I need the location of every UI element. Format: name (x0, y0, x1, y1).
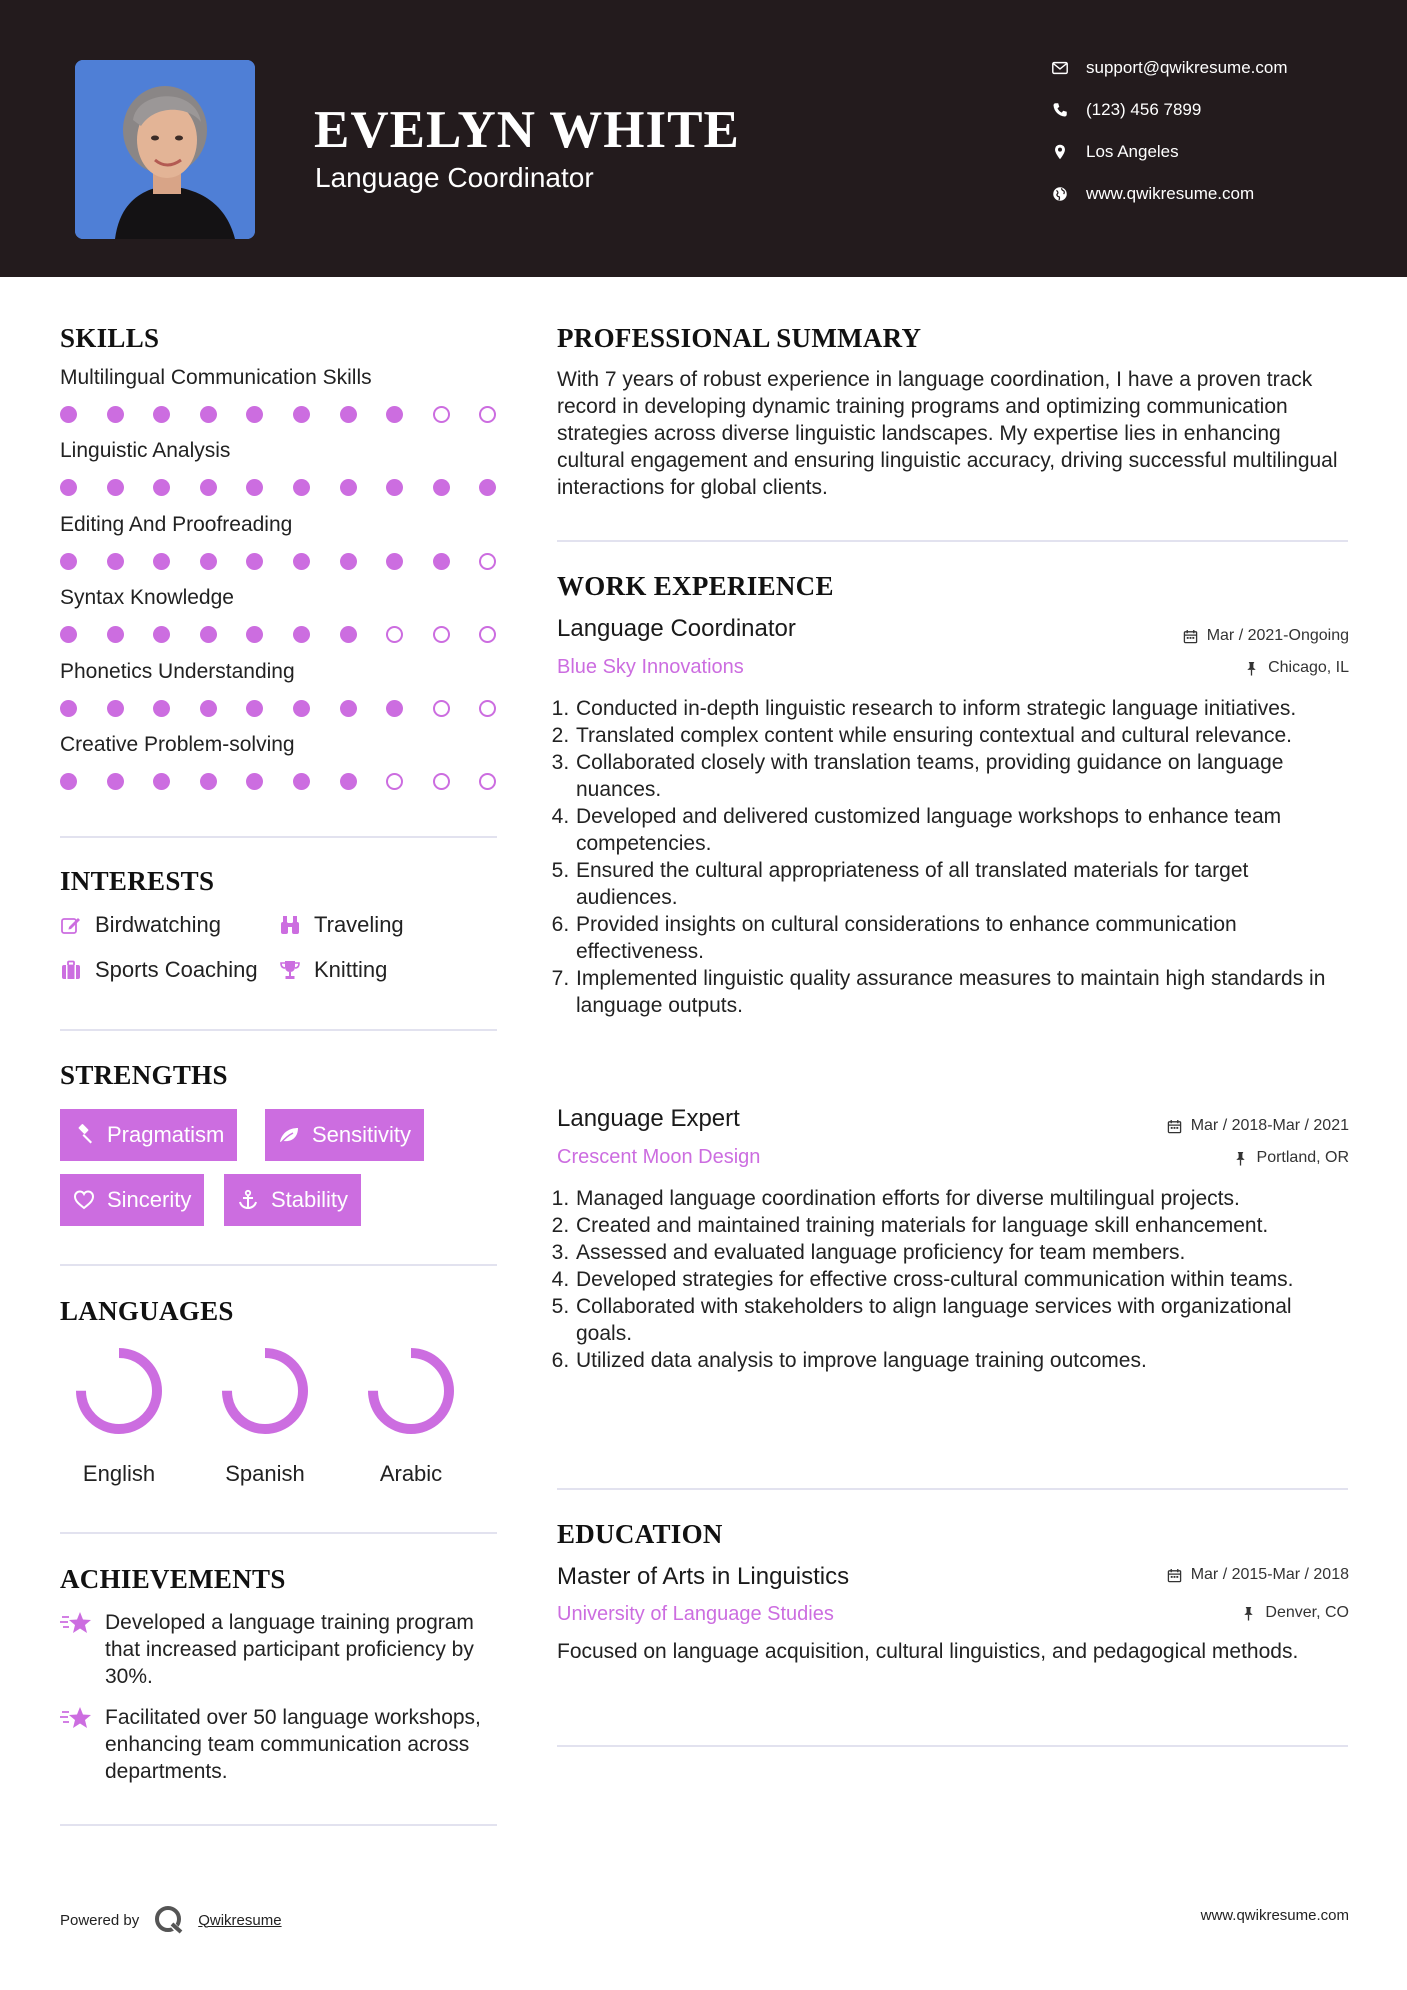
skill-rating (60, 553, 526, 570)
education-location-text: Denver, CO (1265, 1604, 1349, 1621)
language-label: Arabic (379, 1461, 443, 1486)
section-divider (60, 1824, 497, 1826)
duty-item: 5. Ensured the cultural appropriateness of all translated materials for target audiences. (575, 857, 1351, 911)
rating-dot-filled (153, 626, 170, 643)
job-duties (551, 695, 1351, 1019)
interests-heading: INTERESTS (60, 866, 215, 896)
rating-dot-filled (340, 406, 357, 423)
education-description: Focused on language acquisition, cultural linguistics, and pedagogical methods. (557, 1640, 1299, 1663)
rating-dot-filled (386, 700, 403, 717)
job-location-text: Portland, OR (1256, 1149, 1349, 1166)
rating-dot-empty (433, 406, 450, 423)
rating-dot-empty (386, 773, 403, 790)
rating-dot-filled (340, 626, 357, 643)
rating-dot-empty (479, 773, 496, 790)
contact-email-text: support@qwikresume.com (1086, 58, 1288, 77)
job-dates (1167, 1117, 1349, 1135)
rating-dot-filled (293, 553, 310, 570)
rating-dot-filled (386, 479, 403, 496)
duty-item: 6. Utilized data analysis to improve language training outcomes. (575, 1347, 1351, 1374)
gavel-icon (73, 1124, 95, 1146)
skill-rating (60, 406, 526, 423)
interest-item (60, 912, 221, 938)
strength-label: Sincerity (107, 1187, 192, 1212)
job-title: Language Coordinator (557, 615, 796, 642)
duty-item: 4. Developed and delivered customized language workshops to enhance team competencies. (575, 803, 1351, 857)
job-location-text: Chicago, IL (1268, 659, 1349, 676)
strength-label: Pragmatism (107, 1122, 225, 1147)
skill-rating (60, 479, 526, 496)
section-divider (60, 1029, 497, 1031)
summary-text: With 7 years of robust experience in language coordination, I have a proven track record in developing dynamic training programs and optimizing communication strategies across diverse linguistic landscapes. My expertise lies in enhancing cultural engagement and ensuring linguistic accuracy, driving successful multilingual interactions for global clients. (557, 368, 1338, 499)
section-divider (557, 540, 1348, 542)
contact-location (1050, 142, 1179, 162)
star-icon (60, 1611, 92, 1635)
interest-item (279, 957, 387, 983)
rating-dot-filled (293, 773, 310, 790)
job-dates (1183, 627, 1349, 645)
rating-dot-filled (246, 700, 263, 717)
achievement-item (60, 1704, 500, 1785)
rating-dot-empty (386, 626, 403, 643)
strength-tag (60, 1174, 204, 1226)
achievement-text: Facilitated over 50 language workshops, enhancing team communication across departments. (105, 1706, 481, 1783)
star-icon (60, 1706, 92, 1730)
rating-dot-filled (246, 773, 263, 790)
rating-dot-filled (107, 479, 124, 496)
globe-icon (1050, 184, 1070, 204)
rating-dot-filled (200, 479, 217, 496)
interest-label: Birdwatching (95, 912, 221, 937)
anchor-icon (237, 1189, 259, 1211)
rating-dot-filled (200, 406, 217, 423)
language-item (190, 1345, 340, 1487)
rating-dot-filled (153, 406, 170, 423)
duty-item: 1. Managed language coordination efforts for diverse multilingual projects. (575, 1185, 1351, 1212)
heart-icon (73, 1189, 95, 1211)
portrait-image (75, 60, 255, 239)
achievements-heading: ACHIEVEMENTS (60, 1564, 286, 1594)
rating-dot-empty (433, 773, 450, 790)
rating-dot-filled (246, 626, 263, 643)
rating-dot-filled (479, 479, 496, 496)
duty-item: 7. Implemented linguistic quality assurance measures to maintain high standards in language outputs. (575, 965, 1351, 1019)
strength-label: Stability (271, 1187, 349, 1212)
skills-heading: SKILLS (60, 323, 160, 353)
rating-dot-filled (107, 553, 124, 570)
contact-email[interactable] (1050, 58, 1288, 78)
skill-name: Syntax Knowledge (60, 586, 234, 610)
language-item (44, 1345, 194, 1487)
languages-heading: LANGUAGES (60, 1296, 234, 1326)
map-pin-icon (1050, 142, 1070, 162)
achievement-text: Developed a language training program that increased participant proficiency by 30%. (105, 1611, 474, 1688)
education-location (1241, 1604, 1349, 1622)
binoculars-icon (279, 914, 301, 936)
achievement-item (60, 1609, 500, 1690)
rating-dot-filled (340, 700, 357, 717)
language-item (336, 1345, 486, 1487)
rating-dot-filled (107, 406, 124, 423)
qwikresume-link[interactable]: Qwikresume (198, 1911, 282, 1929)
rating-dot-filled (340, 553, 357, 570)
interest-label: Traveling (314, 912, 404, 937)
section-divider (60, 1264, 497, 1266)
candidate-title: Language Coordinator (315, 162, 594, 193)
language-progress-ring (73, 1345, 165, 1437)
company-name: Crescent Moon Design (557, 1146, 761, 1168)
trophy-icon (279, 959, 301, 981)
rating-dot-filled (340, 773, 357, 790)
rating-dot-filled (293, 700, 310, 717)
skill-rating (60, 626, 526, 643)
section-divider (557, 1488, 1348, 1490)
strengths-heading: STRENGTHS (60, 1060, 228, 1090)
interest-label: Sports Coaching (95, 957, 258, 982)
contact-phone[interactable] (1050, 100, 1201, 120)
rating-dot-empty (433, 700, 450, 717)
job-dates-text: Mar / 2018-Mar / 2021 (1190, 1117, 1349, 1134)
rating-dot-filled (60, 626, 77, 643)
rating-dot-filled (200, 626, 217, 643)
calendar-icon (1167, 1119, 1182, 1134)
rating-dot-filled (107, 773, 124, 790)
rating-dot-filled (200, 773, 217, 790)
interest-item (279, 912, 404, 938)
skill-name: Editing And Proofreading (60, 512, 293, 536)
rating-dot-filled (386, 553, 403, 570)
calendar-icon (1183, 629, 1198, 644)
rating-dot-filled (246, 406, 263, 423)
strength-tag (60, 1109, 237, 1161)
rating-dot-filled (200, 553, 217, 570)
rating-dot-filled (60, 406, 77, 423)
skill-name: Phonetics Understanding (60, 659, 295, 683)
skill-rating (60, 773, 526, 790)
job-location (1244, 659, 1349, 677)
duty-item: 4. Developed strategies for effective cross-cultural communication within teams. (575, 1266, 1351, 1293)
rating-dot-empty (479, 700, 496, 717)
rating-dot-filled (246, 553, 263, 570)
strength-tag (224, 1174, 361, 1226)
phone-icon (1050, 100, 1070, 120)
rating-dot-empty (479, 626, 496, 643)
rating-dot-filled (293, 626, 310, 643)
pin-icon (1244, 661, 1259, 676)
job-location (1233, 1149, 1349, 1167)
language-label: Spanish (225, 1461, 305, 1486)
skill-name: Creative Problem-solving (60, 733, 295, 756)
duty-item: 5. Collaborated with stakeholders to align language services with organizational goals. (575, 1293, 1351, 1347)
section-divider (557, 1745, 1348, 1747)
language-progress-arc (373, 1353, 449, 1429)
powered-by (60, 1904, 282, 1936)
experience-heading: WORK EXPERIENCE (557, 571, 834, 601)
pin-icon (1241, 1606, 1256, 1621)
suitcase-icon (60, 959, 82, 981)
education-dates (1167, 1566, 1349, 1584)
duty-item: 3. Collaborated closely with translation teams, providing guidance on language nuances. (575, 749, 1351, 803)
footer-url[interactable]: www.qwikresume.com (1200, 1907, 1349, 1924)
duty-item: 2. Created and maintained training materials for language skill enhancement. (575, 1212, 1351, 1239)
rating-dot-filled (153, 479, 170, 496)
contact-phone-text: (123) 456 7899 (1086, 100, 1202, 119)
rating-dot-filled (246, 479, 263, 496)
rating-dot-filled (153, 700, 170, 717)
envelope-icon (1050, 58, 1070, 78)
language-progress-ring (365, 1345, 457, 1437)
candidate-name: EVELYN WHITE (314, 101, 740, 159)
language-progress-arc (81, 1353, 157, 1429)
interest-label: Knitting (314, 957, 388, 982)
language-label: English (82, 1461, 156, 1486)
duty-item: 1. Conducted in-depth linguistic research to inform strategic language initiatives. (575, 695, 1351, 722)
contact-website-text: www.qwikresume.com (1086, 184, 1255, 203)
section-divider (60, 1532, 497, 1534)
language-progress-ring (219, 1345, 311, 1437)
education-heading: EDUCATION (557, 1519, 723, 1549)
rating-dot-empty (479, 553, 496, 570)
duty-item: 2. Translated complex content while ensuring contextual and cultural relevance. (575, 722, 1351, 749)
company-name: Blue Sky Innovations (557, 656, 744, 678)
rating-dot-filled (293, 406, 310, 423)
rating-dot-filled (433, 553, 450, 570)
job-duties (551, 1185, 1351, 1374)
contact-website[interactable] (1050, 184, 1254, 204)
interest-item (60, 957, 258, 983)
education-dates-text: Mar / 2015-Mar / 2018 (1190, 1566, 1349, 1583)
contact-location-text: Los Angeles (1086, 142, 1179, 161)
leaf-icon (278, 1124, 300, 1146)
skill-name: Multilingual Communication Skills (60, 366, 372, 389)
rating-dot-filled (293, 479, 310, 496)
rating-dot-filled (107, 626, 124, 643)
rating-dot-filled (153, 553, 170, 570)
strength-tag (265, 1109, 424, 1161)
qwikresume-logo-icon (153, 1904, 185, 1936)
rating-dot-filled (107, 700, 124, 717)
profile-photo (75, 60, 255, 239)
rating-dot-filled (386, 406, 403, 423)
school-name: University of Language Studies (557, 1603, 834, 1625)
rating-dot-filled (433, 479, 450, 496)
rating-dot-filled (200, 700, 217, 717)
rating-dot-empty (433, 626, 450, 643)
skill-rating (60, 700, 526, 717)
language-progress-arc (227, 1353, 303, 1429)
skill-name: Linguistic Analysis (60, 439, 231, 463)
summary-heading: PROFESSIONAL SUMMARY (557, 323, 922, 353)
degree-title: Master of Arts in Linguistics (557, 1563, 850, 1590)
edit-icon (60, 914, 82, 936)
calendar-icon (1167, 1568, 1182, 1583)
powered-by-label: Powered by (60, 1911, 140, 1929)
rating-dot-filled (60, 479, 77, 496)
pin-icon (1233, 1151, 1248, 1166)
duty-item: 6. Provided insights on cultural considerations to enhance communication effectiveness. (575, 911, 1351, 965)
strength-label: Sensitivity (312, 1122, 412, 1147)
resume-header (0, 0, 1407, 277)
rating-dot-filled (340, 479, 357, 496)
rating-dot-filled (60, 700, 77, 717)
rating-dot-filled (60, 553, 77, 570)
rating-dot-empty (479, 406, 496, 423)
job-dates-text: Mar / 2021-Ongoing (1206, 627, 1349, 644)
section-divider (60, 836, 497, 838)
rating-dot-filled (60, 773, 77, 790)
job-title: Language Expert (557, 1105, 740, 1132)
duty-item: 3. Assessed and evaluated language proficiency for team members. (575, 1239, 1351, 1266)
rating-dot-filled (153, 773, 170, 790)
